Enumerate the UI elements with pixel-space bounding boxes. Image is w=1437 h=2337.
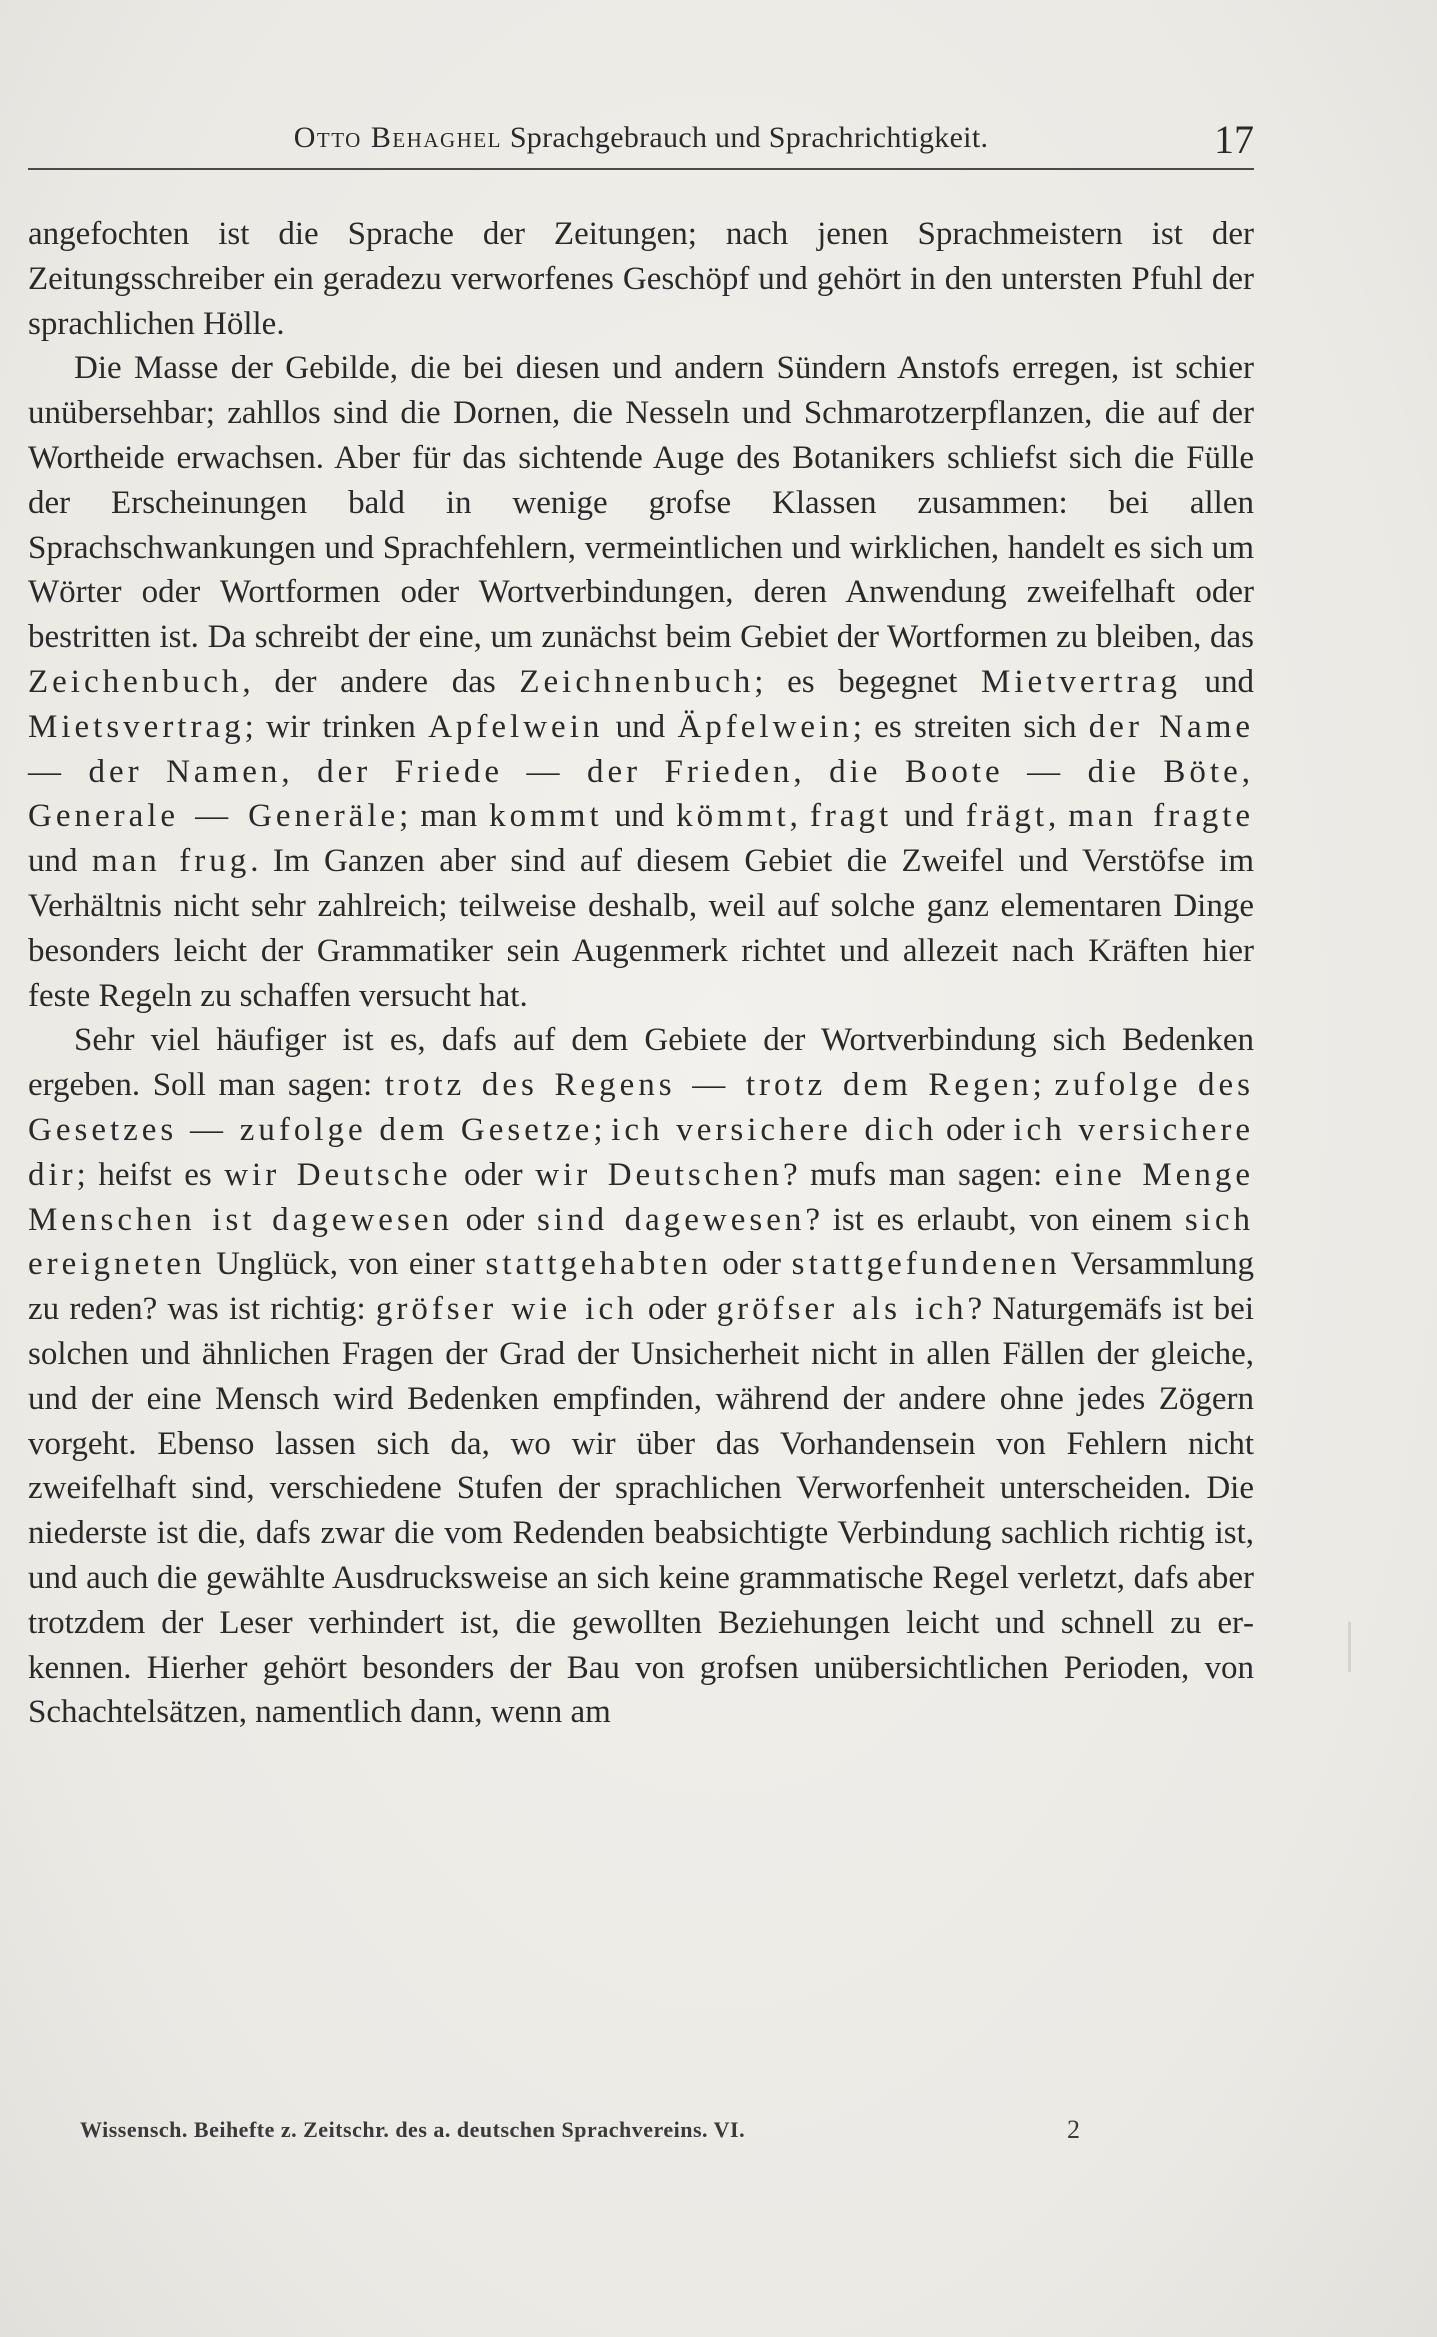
spaced-example: gröfser als ich [716,1291,968,1328]
paragraph [28,212,1254,346]
text-run: ? mufs man sagen: [783,1156,1055,1193]
spaced-example: sich ereigneten [28,1201,1254,1283]
spaced-example: Mietsvertrag [28,708,245,745]
spaced-example: man fragte [1068,798,1255,835]
spaced-example: trotz des Regens — trotz dem Regen [384,1067,1033,1104]
text-run: und [1180,663,1254,700]
running-head [28,108,1254,170]
spaced-example: ich versichere dich [611,1111,938,1148]
spaced-example: sind dagewesen [536,1201,806,1238]
text-run: Versammlung zu reden? was ist richtig: [28,1246,1254,1328]
spaced-example: wir Deutschen [535,1156,783,1193]
text-run: ; [1032,1067,1055,1104]
text-run: oder [711,1246,792,1283]
spaced-example: wir Deutsche [224,1156,452,1193]
paragraph [28,346,1254,1018]
text-run: , [789,798,810,835]
spaced-example: Zeichnenbuch [519,663,755,700]
text-run: ; wir trinken [244,708,429,745]
header-title: Sprachgebrauch und Sprachrichtigkeit. [509,121,989,154]
spaced-example: eine Menge Menschen ist dagewesen [28,1156,1254,1238]
spaced-example: kömmt [676,798,790,835]
text-run: oder [452,1201,537,1238]
page-number: 17 [1214,117,1254,162]
text-run: oder [451,1156,536,1193]
footer-source: Wissensch. Beihefte z. Zeitschr. des a. deutschen Sprachvereins. VI. [80,2117,746,2142]
text-run: und [28,843,92,880]
signature-mark: 2 [1067,2115,1080,2144]
spaced-example: man frug [91,843,251,880]
text-run: oder [937,1111,1014,1148]
spaced-example: fragt [809,798,893,835]
text-run: und [892,798,966,835]
spaced-example: ich versichere dir [28,1111,1254,1193]
text-run: ; heifst es [76,1156,225,1193]
spaced-example: gröfser wie ich [375,1291,638,1328]
text-run: ? ist es erlaubt, von einem [805,1201,1185,1238]
spaced-example: Zeichenbuch [28,663,243,700]
header-author: Otto Behaghel [293,121,502,154]
spaced-example: stattgehabten [485,1246,712,1283]
text-run: und [603,708,678,745]
text-run: ; [593,1111,612,1148]
spaced-example: stattgefundenen [791,1246,1061,1283]
text-run: ? Naturgemäfs ist bei solchen und ähnlichen Fragen der Grad der Unsicherheit nicht in allen Fällen der gleiche, und der eine Mensch wird Bedenken empfinden, während der andere ohne jedes Zögern vorgeht. Ebenso lassen sich da, wo wir über das Vorhandensein von Fehlern nicht zweifelhaft sind, verschiedene Stufen der sprachlichen Verworfenheit unterscheiden. Die niederste ist die, dafs zwar die vom Redenden beabsichtigte Verbindung sachlich richtig ist, und auch die gewählte Ausdrucksweise an sich keine grammatische Regel verletzt, dafs aber trotzdem der Leser verhindert ist, die gewollten Beziehungen leicht und schnell zu erkennen. Hierher gehört besonders der Bau von grofsen unübersichtlichen Perioden, von Schachtelsätzen, namentlich dann, wenn am [28,1291,1254,1731]
scan-speck [1348,1622,1351,1672]
text-run: Die Masse der Gebilde, die bei diesen und andern Sündern Anstofs erregen, ist schier unübersehbar; zahllos sind die Dornen, die Nesseln und Schmarotzerpflanzen, die auf der Wortheide erwachsen. Aber für das sichtende Auge des Botanikers schliefst sich die Fülle der Erscheinungen bald in wenige grofse Klassen zusammen: bei allen Sprachschwankungen und Sprachfehlern, vermeintlichen und wirklichen, handelt es sich um Wörter oder Wortformen oder Wortverbindungen, deren Anwendung zweifelhaft oder bestritten ist. Da schreibt der eine, um zunächst beim Gebiet der Wortformen zu bleiben, das [28,350,1254,656]
text-run: Unglück, von einer [205,1246,486,1283]
body-text [28,212,1254,1735]
paragraph [28,1018,1254,1735]
text-run: oder [637,1291,717,1328]
spaced-example: Mietvertrag [981,663,1181,700]
text-run: . Im Ganzen aber sind auf diesem Gebiet die Zweifel und Verstöfse im Verhältnis nicht sehr zahlreich; teilweise deshalb, weil auf solche ganz elementaren Dinge besonders leicht der Grammatiker sein Augenmerk richtet und allezeit nach Kräften hier feste Regeln zu schaffen versucht hat. [28,843,1255,1014]
spaced-example: frägt [965,798,1049,835]
running-title [28,108,1254,168]
text-run: ; man [399,798,490,835]
spaced-example: Apfelwein [428,708,604,745]
spaced-example: kommt [489,798,603,835]
text-run: ; es begegnet [754,663,982,700]
text-run: ; es streiten sich [852,708,1089,745]
text-run: , der andere das [242,663,520,700]
text-run: , [1048,798,1069,835]
text-run: und [602,798,677,835]
page-footer [80,2110,1130,2150]
text-run: angefochten ist die Sprache der Zeitungen; nach jenen Sprachmeistern ist der Zeitungsschreiber ein geradezu verworfenes Geschöpf und gehört in den untersten Pfuhl der sprachlichen Hölle. [28,216,1254,342]
spaced-example: zufolge des Gesetzes — zufolge dem Gesetze [28,1067,1254,1148]
spaced-example: Äpfelwein [677,708,853,745]
text-run: Sehr viel häufiger ist es, dafs auf dem Gebiete der Wortverbindung sich Bedenken ergeben. Soll man sagen: [28,1022,1254,1104]
spaced-example: der Name — der Namen, der Friede — der Frieden, die Boote — die Böte, Generale — Generäle [28,708,1255,835]
